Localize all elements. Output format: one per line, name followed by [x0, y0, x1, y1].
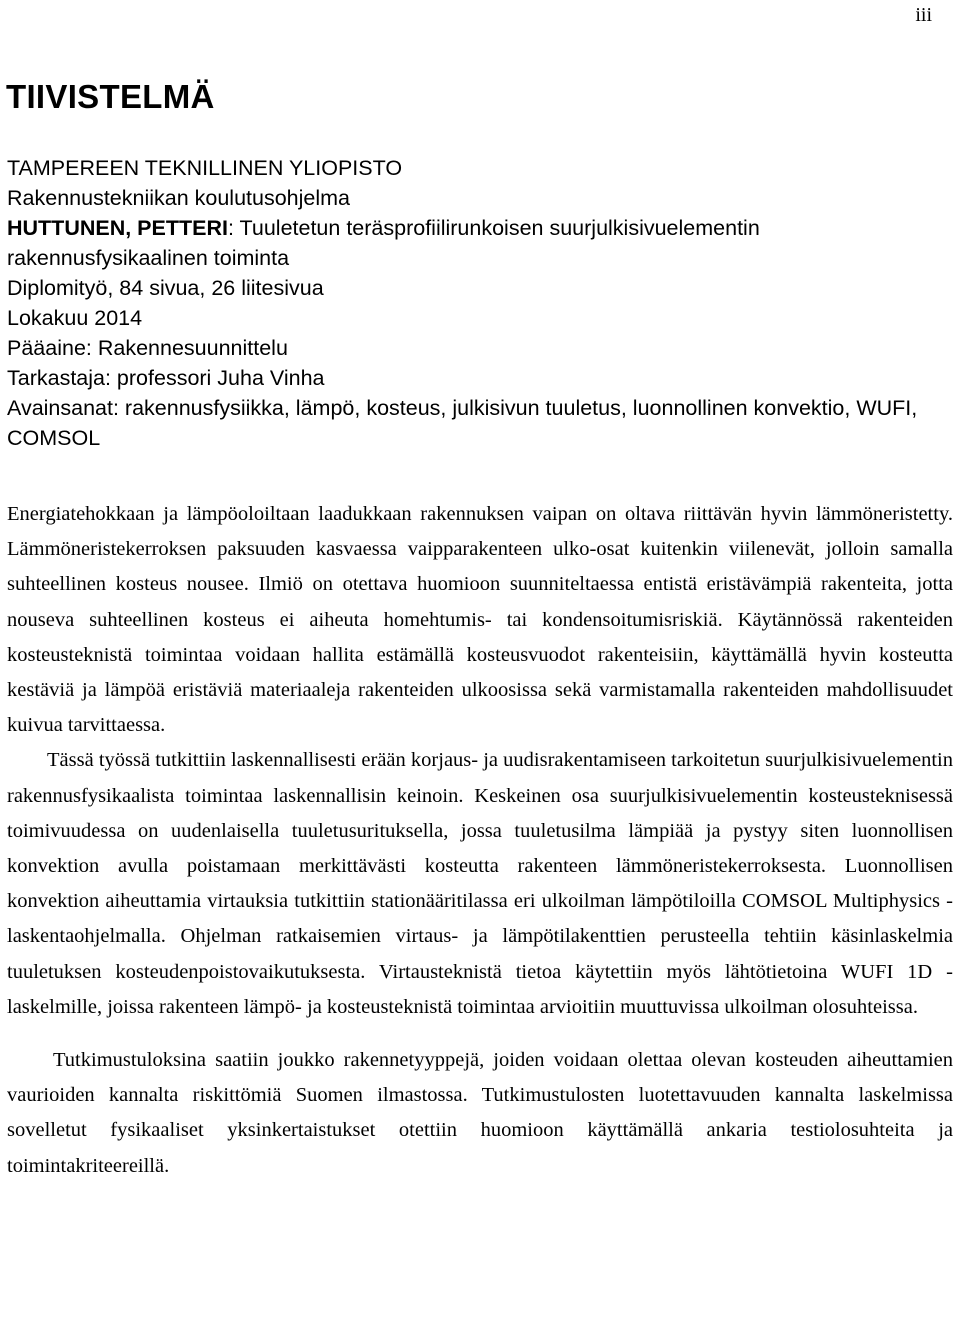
abstract-paragraph: Energiatehokkaan ja lämpöoloiltaan laadukkaan rakennuksen vaipan on oltava riittävän hyvin lämmöneristetty. Lämmöneristekerroksen paksuuden kasvaessa vaipparakenteen ulko-osat kuitenkin viilenevät, jolloin samalla suhteellinen kosteus nousee. Ilmiö on otettava huomioon suunniteltaessa entistä eristävämpiä rakenteita, jotta nouseva suhteellinen kosteus ei aiheuta homehtumis- tai kondensoitumisriskiä. Käytännössä rakenteiden kosteusteknistä toimintaa voidaan hallita estämällä kosteusvuodot rakenteisiin, käyttämällä hyvin kosteutta kestäviä ja lämpöä eristäviä materiaaleja rakenteiden ulkoosissa sekä varmistamalla rakenteiden mahdollisuudet kuivua tarvittaessa. — [7, 503, 953, 737]
abstract-heading: TIIVISTELMÄ — [6, 78, 215, 115]
abstract-body — [7, 497, 953, 1184]
keywords: Avainsanat: rakennusfysiikka, lämpö, kosteus, julkisivun tuuletus, luonnollinen konvektio, WUFI, COMSOL — [7, 396, 918, 450]
thesis-title: : Tuuletetun teräsprofiilirunkoisen suurjulkisivuelementin rakennusfysikaalinen toiminta — [7, 216, 760, 270]
degree-programme: Rakennustekniikan koulutusohjelma — [7, 186, 351, 210]
thesis-date: Lokakuu 2014 — [7, 306, 143, 330]
abstract-paragraph: Tutkimustuloksina saatiin joukko rakennetyyppejä, joiden voidaan olettaa olevan kosteuden aiheuttamien vaurioiden kannalta riskittömiä Suomen ilmastossa. Tutkimustulosten luotettavuuden kannalta laskelmissa sovelletut fysikaaliset yksinkertaistukset otettiin huomioon käyttämällä ankaria testiolosuhteita ja toimintakriteereillä. — [7, 1049, 953, 1177]
abstract-paragraph: Tässä työssä tutkittiin laskennallisesti erään korjaus- ja uudisrakentamiseen tarkoitetun suurjulkisivuelementin rakennusfysikaalista toimintaa laskennallisin keinoin. Keskeinen osa suurjulkisivuelementin kosteusteknisessä toimivuudessa on uudenlaisella tuuletusurituksella, jossa tuuletusilma lämpiää ja pystyy siten luonnollisen konvektion avulla poistamaan merkittävästi kosteutta rakenteen lämmöneristekerroksesta. Luonnollisen konvektion aiheuttamia virtauksia tutkittiin stationääritilassa eri ulkoilman lämpötiloilla COMSOL Multiphysics -laskentaohjelmalla. Ohjelman ratkaisemien virtaus- ja lämpötilakenttien perusteella tehtiin käsinlaskelmia tuuletuksen kosteudenpoistovaikutuksesta. Virtausteknistä tietoa käytettiin myös lähtötietoina WUFI 1D -laskelmille, joissa rakenteen lämpö- ja kosteusteknistä toimintaa arvioitiin muuttuvissa ulkoilman olosuhteissa. — [7, 749, 953, 1018]
author-and-title — [7, 213, 955, 273]
university-name: TAMPEREEN TEKNILLINEN YLIOPISTO — [7, 156, 403, 180]
author-name: HUTTUNEN, PETTERI — [7, 216, 228, 240]
major-subject: Pääaine: Rakennesuunnittelu — [7, 336, 288, 360]
thesis-info: Diplomityö, 84 sivua, 26 liitesivua — [7, 276, 324, 300]
examiner: Tarkastaja: professori Juha Vinha — [7, 366, 325, 390]
thesis-metadata — [7, 153, 955, 453]
page-number: iii — [915, 4, 932, 26]
